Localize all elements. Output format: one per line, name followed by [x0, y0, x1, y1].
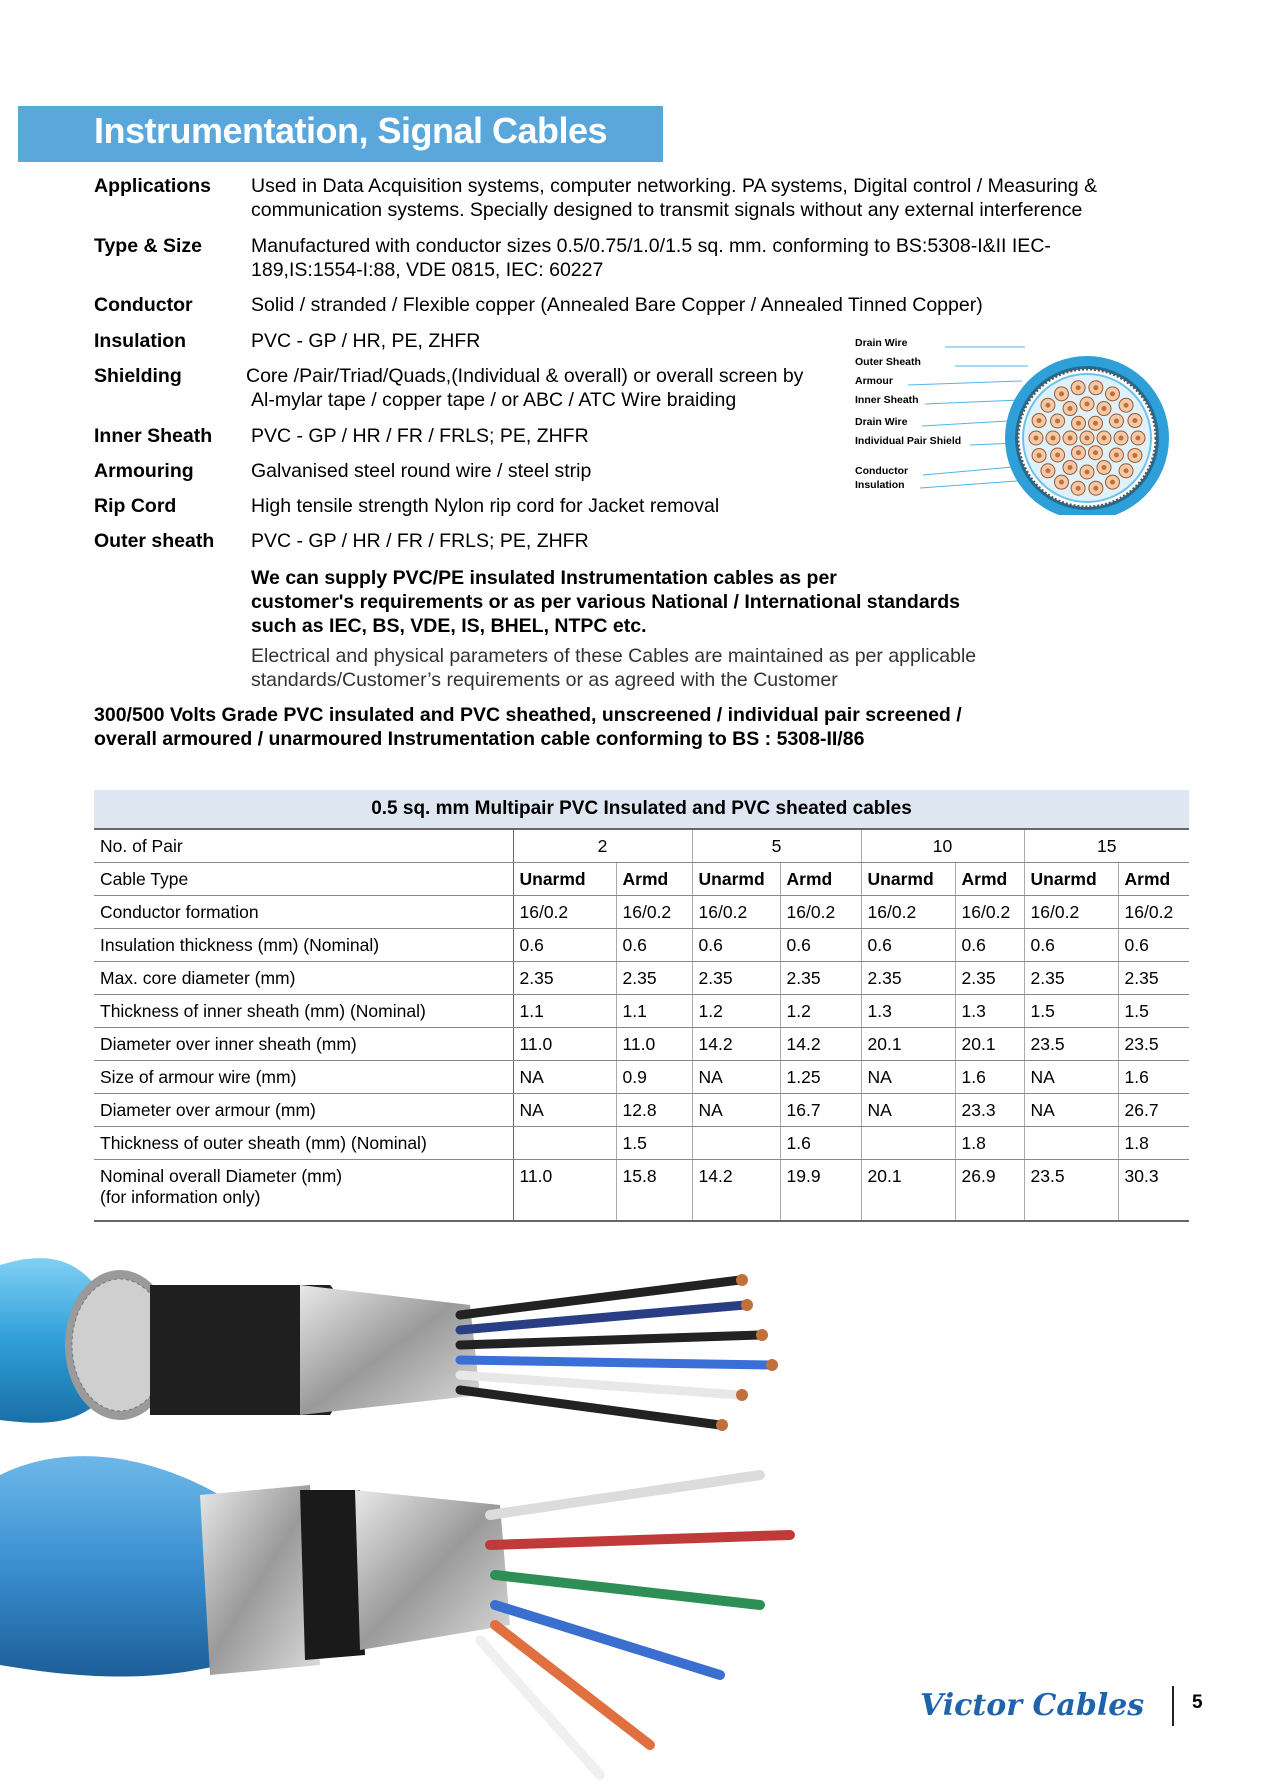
table-row	[94, 1061, 1189, 1094]
spec-value: communication systems. Specially designed to transmit signals without any external interference	[251, 199, 1083, 221]
table-cell: 16/0.2	[616, 896, 692, 929]
spec-label: Armouring	[94, 460, 194, 482]
table-cell: 0.6	[861, 929, 955, 962]
core-copper	[1059, 391, 1064, 396]
table-cell	[513, 1127, 616, 1160]
core-copper	[1132, 418, 1137, 423]
core-copper	[1037, 418, 1042, 423]
table-row-label: No. of Pair	[94, 830, 513, 863]
table-cell: 16/0.2	[861, 896, 955, 929]
core-copper	[1093, 421, 1098, 426]
core-copper	[1051, 436, 1056, 441]
table-row-overall-diameter	[94, 1160, 1189, 1222]
core-copper	[1102, 465, 1107, 470]
table-cell: 11.0	[513, 1160, 616, 1222]
table-cell: 1.8	[1118, 1127, 1189, 1160]
table-cell: 0.6	[1118, 929, 1189, 962]
core-copper	[1059, 480, 1064, 485]
spec-value: Used in Data Acquisition systems, computer networking. PA systems, Digital control / Measuring &	[251, 175, 1098, 197]
spec-label: Rip Cord	[94, 495, 177, 517]
table-cell: 1.1	[513, 995, 616, 1028]
table-cell: 14.2	[780, 1028, 861, 1061]
core-copper	[1110, 391, 1115, 396]
cable-type-cell: Unarmd	[1024, 863, 1118, 896]
diagram-label: Conductor	[855, 465, 909, 477]
core-copper	[1045, 468, 1050, 473]
spec-value: High tensile strength Nylon rip cord for Jacket removal	[251, 495, 720, 517]
table-cell: 23.5	[1024, 1160, 1118, 1222]
table-cell: 11.0	[616, 1028, 692, 1061]
brand-logo: Victor Cables	[920, 1688, 1145, 1723]
table-cell: 1.5	[616, 1127, 692, 1160]
table-cell: 2.35	[513, 962, 616, 995]
parameters-note-line: Electrical and physical parameters of these Cables are maintained as per applicable	[251, 645, 977, 667]
spec-label: Conductor	[94, 294, 193, 316]
core-copper	[1102, 436, 1107, 441]
core-copper	[1034, 436, 1039, 441]
spec-value: Galvanised steel round wire / steel strip	[251, 460, 592, 482]
table-cell: 23.5	[1118, 1028, 1189, 1061]
table-cell: 1.5	[1024, 995, 1118, 1028]
table-row	[94, 1094, 1189, 1127]
table-row-label: Thickness of outer sheath (mm) (Nominal)	[94, 1127, 513, 1160]
table-row	[94, 1028, 1189, 1061]
core-copper	[1124, 468, 1129, 473]
core-copper	[1068, 436, 1073, 441]
table-row-pairs	[94, 830, 1189, 863]
table-row-types	[94, 863, 1189, 896]
core-copper	[1110, 480, 1115, 485]
spec-value: PVC - GP / HR / FR / FRLS; PE, ZHFR	[251, 425, 589, 447]
table-cell	[1024, 1127, 1118, 1160]
table-cell	[861, 1127, 955, 1160]
core-copper	[1068, 406, 1073, 411]
core-copper	[1037, 453, 1042, 458]
footer-divider	[1172, 1686, 1174, 1726]
table-cell: 20.1	[955, 1028, 1024, 1061]
core-copper	[1045, 403, 1050, 408]
diagram-label: Armour	[855, 375, 893, 387]
table-cell: NA	[861, 1094, 955, 1127]
supply-note-line: customer's requirements or as per various National / International standards	[251, 591, 961, 613]
core-copper	[1132, 453, 1137, 458]
title-banner	[18, 106, 663, 162]
cable-type-cell: Armd	[616, 863, 692, 896]
table-row-label: Size of armour wire (mm)	[94, 1061, 513, 1094]
cable-cross-section-diagram	[850, 325, 1170, 515]
cable-photo	[0, 1245, 810, 1790]
table-cell: 1.3	[861, 995, 955, 1028]
table-row-label: Cable Type	[94, 863, 513, 896]
table-cell: 2.35	[780, 962, 861, 995]
table-cell: 2.35	[616, 962, 692, 995]
spec-label: Applications	[94, 175, 212, 197]
table-cell: 1.6	[955, 1061, 1024, 1094]
core-copper	[1076, 450, 1081, 455]
core-copper	[1093, 385, 1098, 390]
table-cell: NA	[861, 1061, 955, 1094]
table-cell: 2.35	[861, 962, 955, 995]
table-cell: NA	[1024, 1094, 1118, 1127]
table-cell: 0.6	[780, 929, 861, 962]
table-row-label: Thickness of inner sheath (mm) (Nominal)	[94, 995, 513, 1028]
core-copper	[1068, 465, 1073, 470]
table-row	[94, 962, 1189, 995]
table-row	[94, 995, 1189, 1028]
pair-count-cell: 2	[513, 830, 692, 863]
core-copper	[1119, 436, 1124, 441]
table-cell: 23.3	[955, 1094, 1024, 1127]
table-row-label: Nominal overall Diameter (mm)	[100, 1166, 343, 1186]
cable-type-cell: Unarmd	[692, 863, 780, 896]
table-cell: 12.8	[616, 1094, 692, 1127]
table-cell: 20.1	[861, 1160, 955, 1222]
table-cell: NA	[692, 1094, 780, 1127]
spec-table-grid	[94, 830, 1189, 1222]
spec-label: Outer sheath	[94, 530, 215, 552]
table-cell: 1.6	[1118, 1061, 1189, 1094]
core-copper	[1085, 436, 1090, 441]
table-cell: 16/0.2	[955, 896, 1024, 929]
table-cell: 1.2	[692, 995, 780, 1028]
table-row-label: Insulation thickness (mm) (Nominal)	[94, 929, 513, 962]
spec-value: 189,IS:1554-I:88, VDE 0815, IEC: 60227	[251, 259, 604, 281]
diagram-label: Drain Wire	[855, 337, 908, 349]
table-cell: 26.7	[1118, 1094, 1189, 1127]
table-cell: 15.8	[616, 1160, 692, 1222]
table-cell: 1.3	[955, 995, 1024, 1028]
table-cell: 26.9	[955, 1160, 1024, 1222]
cable-section-graphic	[850, 325, 1170, 515]
table-row	[94, 1127, 1189, 1160]
spec-label: Inner Sheath	[94, 425, 213, 447]
table-cell: 14.2	[692, 1160, 780, 1222]
table-cell: 16/0.2	[780, 896, 861, 929]
pair-count-cell: 10	[861, 830, 1024, 863]
table-cell: 16/0.2	[513, 896, 616, 929]
supply-note	[251, 566, 1011, 638]
core-copper	[1055, 419, 1060, 424]
page-number: 5	[1192, 1692, 1203, 1713]
table-cell: NA	[1024, 1061, 1118, 1094]
table-row-label: Max. core diameter (mm)	[94, 962, 513, 995]
table-row-label: Conductor formation	[94, 896, 513, 929]
spec-value: Manufactured with conductor sizes 0.5/0.75/1.0/1.5 sq. mm. conforming to BS:5308-I&II IEC-	[251, 235, 1051, 257]
table-cell: 0.6	[955, 929, 1024, 962]
table-cell: 2.35	[1118, 962, 1189, 995]
table-cell: 2.35	[955, 962, 1024, 995]
table-row-label: (for information only)	[100, 1187, 261, 1207]
spec-label: Insulation	[94, 330, 187, 352]
page-title: Instrumentation, Signal Cables	[94, 110, 608, 151]
table-cell: 30.3	[1118, 1160, 1189, 1222]
spec-table	[94, 790, 1189, 1222]
core-copper	[1093, 450, 1098, 455]
table-cell: 1.6	[780, 1127, 861, 1160]
cable-type-cell: Armd	[955, 863, 1024, 896]
spec-value: Al-mylar tape / copper tape / or ABC / ATC Wire braiding	[251, 389, 737, 411]
core-copper	[1124, 403, 1129, 408]
spec-value: Solid / stranded / Flexible copper (Annealed Bare Copper / Annealed Tinned Copper)	[251, 294, 983, 316]
table-cell: NA	[513, 1061, 616, 1094]
diagram-label: Outer Sheath	[855, 356, 921, 368]
table-cell: 1.1	[616, 995, 692, 1028]
diagram-label: Inner Sheath	[855, 394, 919, 406]
pair-count-cell: 5	[692, 830, 861, 863]
grade-heading-line: overall armoured / unarmoured Instrumentation cable conforming to BS : 5308-II/86	[94, 728, 865, 750]
grade-heading-line: 300/500 Volts Grade PVC insulated and PVC sheathed, unscreened / individual pair screened /	[94, 704, 962, 726]
table-cell: 0.6	[692, 929, 780, 962]
table-row	[94, 896, 1189, 929]
cable-type-cell: Unarmd	[513, 863, 616, 896]
table-cell: NA	[513, 1094, 616, 1127]
diagram-label: Insulation	[855, 479, 905, 491]
spec-label: Shielding	[94, 365, 182, 387]
table-cell: NA	[692, 1061, 780, 1094]
table-cell: 16/0.2	[1024, 896, 1118, 929]
table-cell: 2.35	[692, 962, 780, 995]
spec-label: Type & Size	[94, 235, 203, 257]
table-cell: 23.5	[1024, 1028, 1118, 1061]
core-copper	[1076, 421, 1081, 426]
spec-value: Core /Pair/Triad/Quads,(Individual & overall) or overall screen by	[246, 365, 804, 387]
supply-note-line: We can supply PVC/PE insulated Instrumentation cables as per	[251, 567, 837, 589]
core-copper	[1102, 406, 1107, 411]
core-copper	[1114, 419, 1119, 424]
grade-heading	[94, 703, 1094, 751]
table-cell	[692, 1127, 780, 1160]
table-cell: 2.35	[1024, 962, 1118, 995]
core-copper	[1085, 402, 1090, 407]
table-cell: 1.5	[1118, 995, 1189, 1028]
table-cell: 0.6	[1024, 929, 1118, 962]
table-row-label: Diameter over armour (mm)	[94, 1094, 513, 1127]
core-copper	[1055, 453, 1060, 458]
table-cell: 0.6	[513, 929, 616, 962]
cable-type-cell: Armd	[780, 863, 861, 896]
core-copper	[1076, 486, 1081, 491]
table-cell: 11.0	[513, 1028, 616, 1061]
table-cell: 0.6	[616, 929, 692, 962]
table-cell: 1.8	[955, 1127, 1024, 1160]
core-copper	[1114, 453, 1119, 458]
table-cell: 16/0.2	[1118, 896, 1189, 929]
core-copper	[1085, 470, 1090, 475]
supply-note-line: such as IEC, BS, VDE, IS, BHEL, NTPC etc.	[251, 615, 647, 637]
pair-count-cell: 15	[1024, 830, 1189, 863]
table-caption: 0.5 sq. mm Multipair PVC Insulated and PVC sheated cables	[94, 790, 1189, 830]
diagram-label: Individual Pair Shield	[855, 435, 962, 447]
spec-value: PVC - GP / HR, PE, ZHFR	[251, 330, 481, 352]
spec-value: PVC - GP / HR / FR / FRLS; PE, ZHFR	[251, 530, 589, 552]
table-cell: 20.1	[861, 1028, 955, 1061]
table-cell: 1.25	[780, 1061, 861, 1094]
table-row-label: Diameter over inner sheath (mm)	[94, 1028, 513, 1061]
table-cell: 1.2	[780, 995, 861, 1028]
table-cell: 19.9	[780, 1160, 861, 1222]
cable-type-cell: Unarmd	[861, 863, 955, 896]
table-cell: 14.2	[692, 1028, 780, 1061]
parameters-note-line: standards/Customer’s requirements or as agreed with the Customer	[251, 669, 838, 691]
table-cell: 0.9	[616, 1061, 692, 1094]
table-row	[94, 929, 1189, 962]
cable-type-cell: Armd	[1118, 863, 1189, 896]
core-copper	[1093, 486, 1098, 491]
diagram-label: Drain Wire	[855, 416, 908, 428]
core-copper	[1076, 385, 1081, 390]
table-cell: 16/0.2	[692, 896, 780, 929]
table-cell: 16.7	[780, 1094, 861, 1127]
parameters-note	[251, 644, 1051, 692]
core-copper	[1136, 436, 1141, 441]
